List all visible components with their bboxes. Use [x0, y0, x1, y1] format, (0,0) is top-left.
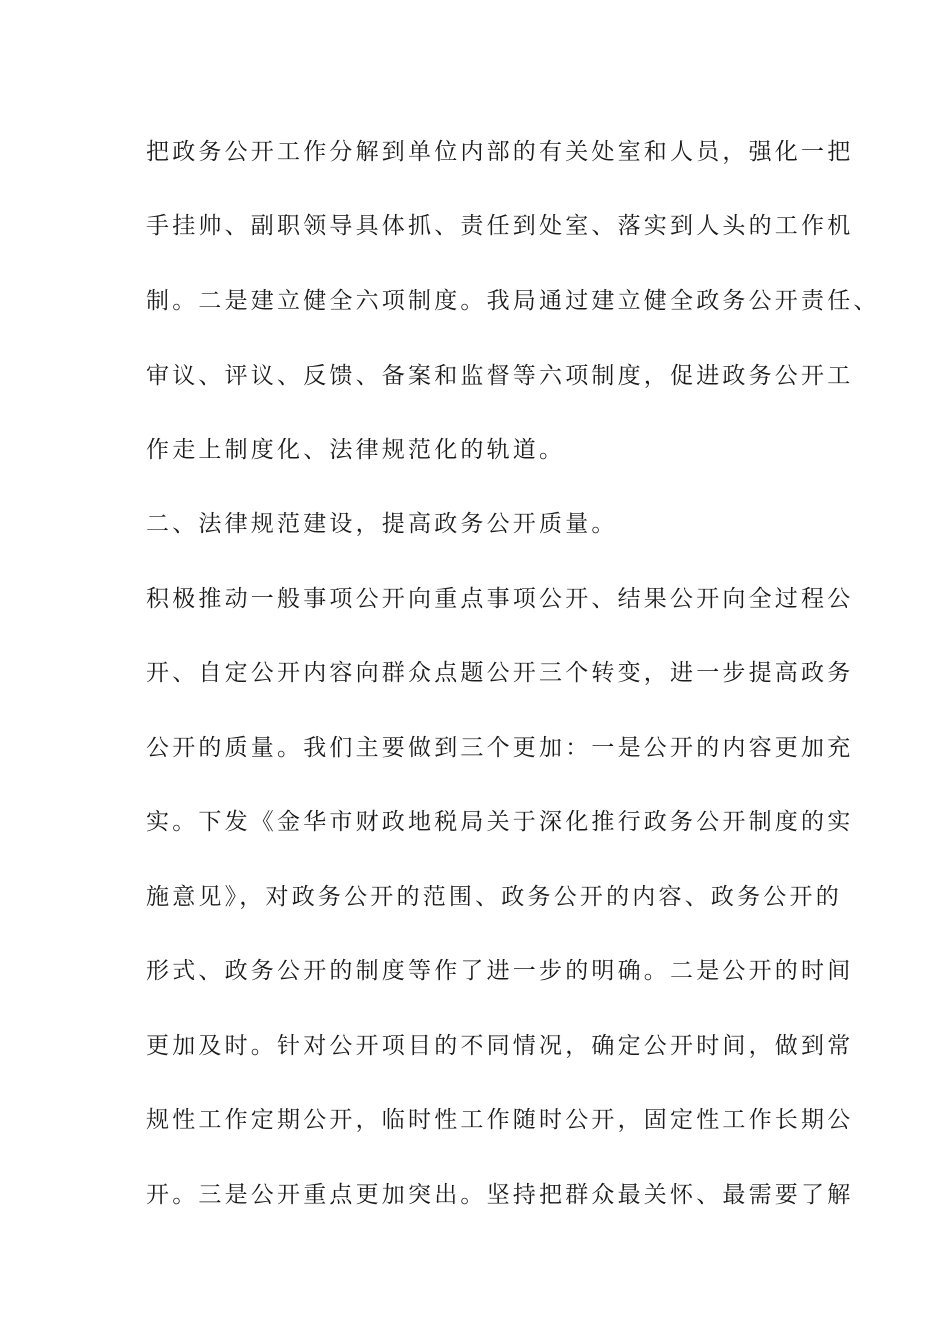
text-line: 作走上制度化、法律规范化的轨道。 — [146, 437, 566, 463]
text-line: 实。下发《金华市财政地税局关于深化推行政务公开制度的实 — [146, 809, 854, 835]
text-line: 开、自定公开内容向群众点题公开三个转变，进一步提高政务 — [146, 660, 854, 686]
text-line: 更加及时。针对公开项目的不同情况，确定公开时间，做到常 — [146, 1033, 854, 1059]
text-line: 制。二是建立健全六项制度。我局通过建立健全政务公开责任、 — [146, 288, 880, 314]
text-line: 施意见》，对政务公开的范围、政务公开的内容、政务公开的 — [146, 884, 842, 910]
text-line: 公开的质量。我们主要做到三个更加：一是公开的内容更加充 — [146, 735, 854, 761]
section-heading: 二、法律规范建设，提高政务公开质量。 — [146, 511, 618, 537]
text-line: 规性工作定期公开，临时性工作随时公开，固定性工作长期公 — [146, 1107, 854, 1133]
text-line: 形式、政务公开的制度等作了进一步的明确。二是公开的时间 — [146, 958, 854, 984]
text-line: 积极推动一般事项公开向重点事项公开、结果公开向全过程公 — [146, 586, 854, 612]
text-line: 手挂帅、副职领导具体抓、责任到处室、落实到人头的工作机 — [146, 213, 854, 239]
text-line: 开。三是公开重点更加突出。坚持把群众最关怀、最需要了解 — [146, 1182, 854, 1208]
text-line: 审议、评议、反馈、备案和监督等六项制度，促进政务公开工 — [146, 363, 854, 389]
text-line: 把政务公开工作分解到单位内部的有关处室和人员，强化一把 — [146, 139, 854, 165]
